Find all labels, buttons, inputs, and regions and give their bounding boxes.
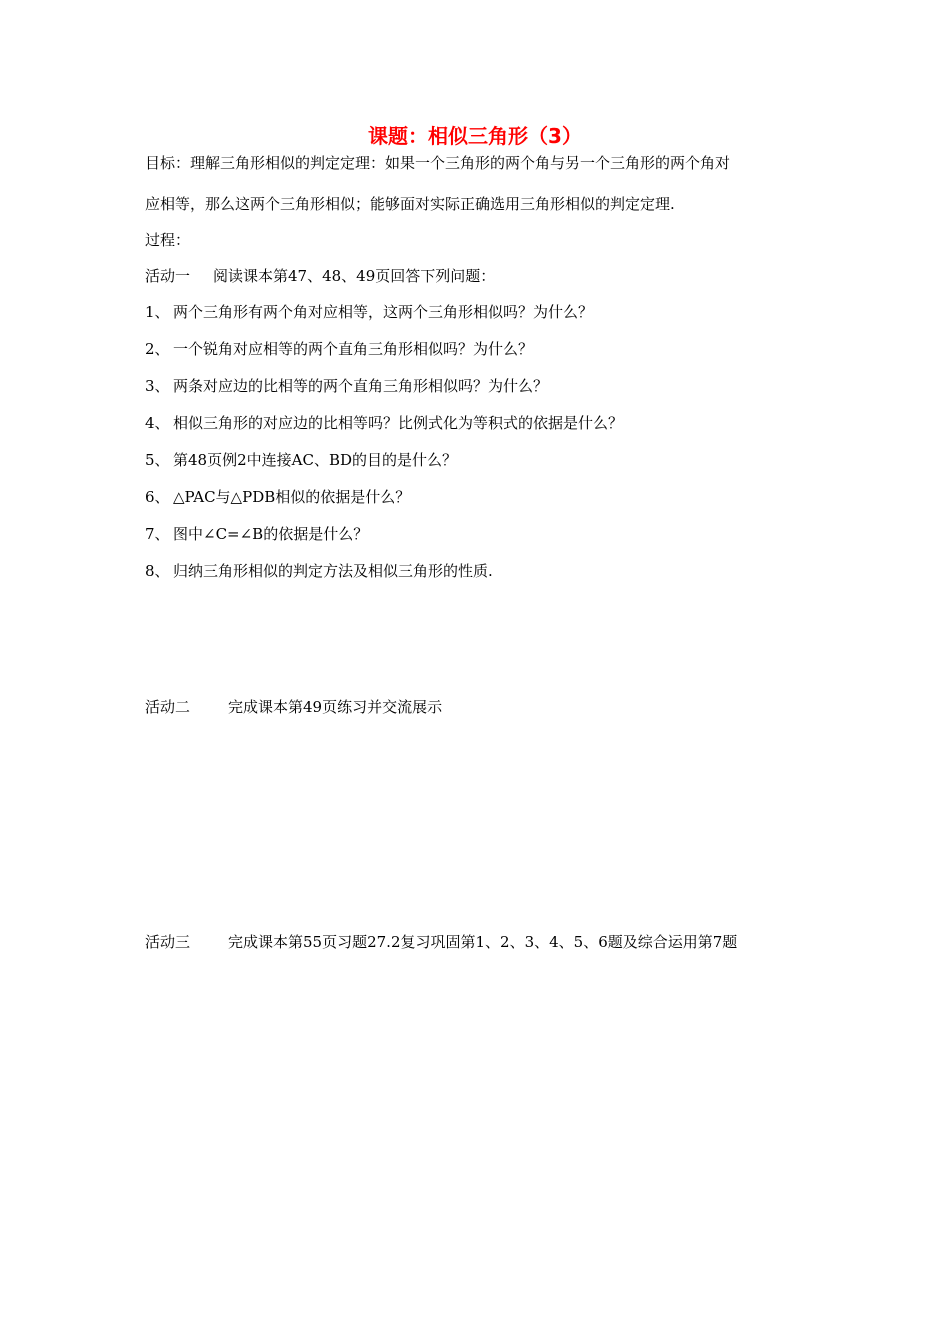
question-number: 1、 [145, 303, 170, 321]
question-number: 5、 [145, 451, 170, 469]
question-item [145, 486, 410, 508]
question-number: 8、 [145, 562, 170, 580]
objective-line-1: 目标：理解三角形相似的判定定理：如果一个三角形的两个角与另一个三角形的两个角对 [145, 154, 731, 172]
question-item [145, 523, 368, 545]
activity-1-text: 阅读课本第47、48、49页回答下列问题： [213, 267, 496, 285]
question-text: 两条对应边的比相等的两个直角三角形相似吗？为什么？ [173, 377, 549, 395]
objective-line-2: 应相等，那么这两个三角形相似；能够面对实际正确选用三角形相似的判定定理. [145, 195, 675, 213]
activity-1 [145, 265, 495, 287]
question-item [145, 375, 548, 397]
activity-3-text: 完成课本第55页习题27.2复习巩固第1、2、3、4、5、6题及综合运用第7题 [228, 933, 738, 951]
question-item [145, 338, 533, 360]
activity-2 [145, 696, 442, 718]
question-text: 图中∠C=∠B的依据是什么？ [173, 525, 369, 543]
question-text: 两个三角形有两个角对应相等，这两个三角形相似吗？为什么？ [173, 303, 594, 321]
activity-2-label: 活动二 [145, 698, 191, 716]
question-number: 7、 [145, 525, 170, 543]
question-number: 2、 [145, 340, 170, 358]
question-text: △PAC与△PDB相似的依据是什么？ [173, 488, 411, 506]
question-text: 第48页例2中连接AC、BD的目的是什么？ [173, 451, 457, 469]
question-item [145, 301, 593, 323]
activity-3 [145, 931, 737, 953]
activity-2-text: 完成课本第49页练习并交流展示 [228, 698, 443, 716]
question-number: 4、 [145, 414, 170, 432]
question-text: 归纳三角形相似的判定方法及相似三角形的性质. [173, 562, 493, 580]
question-text: 一个锐角对应相等的两个直角三角形相似吗？为什么？ [173, 340, 534, 358]
question-item [145, 449, 457, 471]
page-title: 课题：相似三角形（3） [368, 124, 582, 148]
question-item [145, 412, 623, 434]
question-item [145, 560, 493, 582]
question-number: 3、 [145, 377, 170, 395]
question-text: 相似三角形的对应边的比相等吗？比例式化为等积式的依据是什么？ [173, 414, 624, 432]
process-label: 过程： [145, 231, 191, 249]
question-number: 6、 [145, 488, 170, 506]
activity-1-label: 活动一 [145, 267, 191, 285]
activity-3-label: 活动三 [145, 933, 191, 951]
